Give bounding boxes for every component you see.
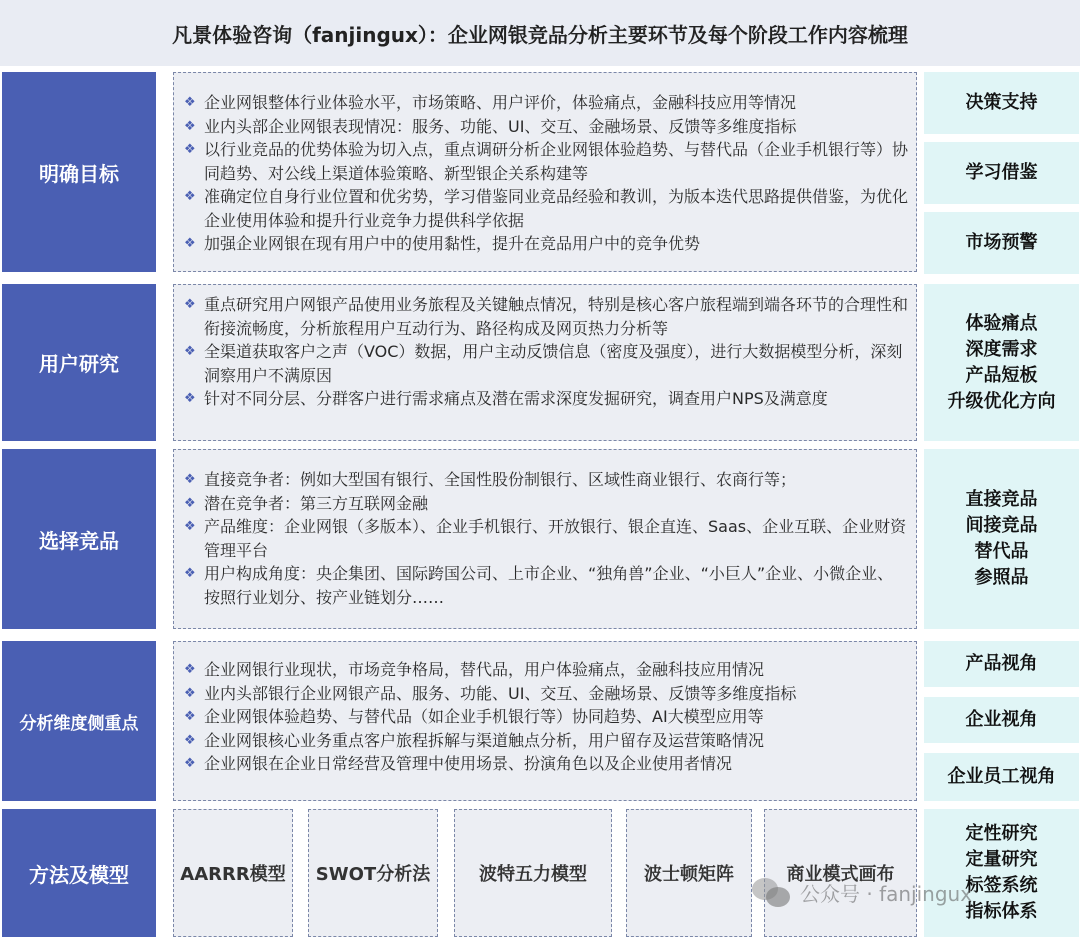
stage-content-user-research — [173, 284, 917, 441]
outcome-tag: 产品视角 — [924, 641, 1079, 687]
bullet-item: ❖ 企业网银行业现状，市场竞争格局，替代品，用户体验痛点，金融科技应用情况 — [182, 658, 908, 682]
bullet-item: ❖ 针对不同分层、分群客户进行需求痛点及潜在需求深度发掘研究，调查用户NPS及满意度 — [182, 387, 908, 411]
diamond-icon: ❖ — [184, 189, 196, 204]
diamond-icon: ❖ — [184, 732, 196, 748]
page-title: 凡景体验咨询（fanjingux）：企业网银竞品分析主要环节及每个阶段工作内容梳理 — [0, 0, 1080, 66]
bullet-item: ❖ 用户构成角度：央企集团、国际跨国公司、上市企业、“独角兽”企业、“小巨人”企业、小微企业、按照行业划分、按产业链划分…… — [182, 562, 908, 609]
diamond-icon: ❖ — [184, 472, 196, 487]
stage-methods-models: 方法及模型 — [2, 809, 156, 937]
diamond-icon: ❖ — [184, 95, 196, 110]
diamond-icon: ❖ — [184, 756, 196, 771]
outcome-tag: 直接竞品 间接竞品 替代品 参照品 — [924, 449, 1079, 629]
bullet-item: ❖ 企业网银整体行业体验水平，市场策略、用户评价，体验痛点，金融科技应用等情况 — [182, 91, 908, 115]
stage-content-competitors — [173, 449, 917, 629]
diamond-icon: ❖ — [184, 142, 196, 157]
bullet-item: ❖ 以行业竞品的优势体验为切入点，重点调研分析企业网银体验趋势、与替代品（企业手机银行等）协同趋势、对公线上渠道体验策略、新型银企关系构建等 — [182, 138, 908, 185]
bullet-item: ❖ 直接竞争者：例如大型国有银行、全国性股份制银行、区域性商业银行、农商行等； — [182, 468, 908, 492]
bullet-item: ❖ 业内头部银行企业网银产品、服务、功能、UI、交互、金融场景、反馈等多维度指标 — [182, 682, 908, 706]
diamond-icon: ❖ — [184, 391, 196, 406]
method-bcg: 波士顿矩阵 — [626, 809, 752, 937]
outcome-tag: 定性研究 定量研究 标签系统 指标体系 — [924, 809, 1079, 937]
diamond-icon: ❖ — [184, 685, 196, 701]
wechat-icon — [752, 874, 792, 910]
bullet-item: ❖ 加强企业网银在现有用户中的使用黏性，提升在竞品用户中的竞争优势 — [182, 232, 908, 256]
stage-outcomes-goal — [924, 72, 1079, 272]
outcome-tag: 企业员工视角 — [924, 753, 1079, 801]
diamond-icon: ❖ — [184, 662, 196, 677]
method-swot: SWOT分析法 — [308, 809, 438, 937]
watermark-text: 公众号 · fanjingux — [800, 881, 973, 906]
diamond-icon: ❖ — [184, 495, 196, 511]
diamond-icon: ❖ — [184, 236, 196, 251]
outcome-tag: 市场预警 — [924, 212, 1079, 274]
method-canvas: 商业模式画布 — [764, 809, 917, 937]
method-aarrr: AARRR模型 — [173, 809, 293, 937]
stage-content-analysis — [173, 641, 917, 801]
stage-outcomes-analysis — [924, 641, 1079, 801]
stage-user-research: 用户研究 — [2, 284, 156, 441]
bullet-item: ❖ 企业网银核心业务重点客户旅程拆解与渠道触点分析，用户留存及运营策略情况 — [182, 729, 908, 753]
stage-content-goal — [173, 72, 917, 272]
stage-select-competitors: 选择竞品 — [2, 449, 156, 629]
stage-clear-goal: 明确目标 — [2, 72, 156, 272]
outcome-tag: 决策支持 — [924, 72, 1079, 134]
bullet-item: ❖ 全渠道获取客户之声（VOC）数据，用户主动反馈信息（密度及强度），进行大数据模型分析，深刻洞察用户不满原因 — [182, 340, 908, 387]
stage-outcomes-competitors — [924, 449, 1079, 629]
bullet-item: ❖ 业内头部企业网银表现情况：服务、功能、UI、交互、金融场景、反馈等多维度指标 — [182, 115, 908, 139]
bullet-item: ❖ 潜在竞争者：第三方互联网金融 — [182, 492, 908, 516]
bullet-item: ❖ 企业网银在企业日常经营及管理中使用场景、扮演角色以及企业使用者情况 — [182, 752, 908, 776]
diamond-icon: ❖ — [184, 118, 196, 134]
outcome-tag: 体验痛点 深度需求 产品短板 升级优化方向 — [924, 284, 1079, 441]
stage-outcomes-user-research — [924, 284, 1079, 441]
method-porter: 波特五力模型 — [454, 809, 612, 937]
watermark — [752, 872, 972, 912]
bullet-item: ❖ 产品维度：企业网银（多版本）、企业手机银行、开放银行、银企直连、Saas、企业互联、企业财资管理平台 — [182, 515, 908, 562]
diamond-icon: ❖ — [184, 566, 196, 581]
bullet-item: ❖ 企业网银体验趋势、与替代品（如企业手机银行等）协同趋势、AI大模型应用等 — [182, 705, 908, 729]
diamond-icon: ❖ — [184, 297, 196, 312]
stage-analysis-focus: 分析维度侧重点 — [2, 641, 156, 801]
diamond-icon: ❖ — [184, 519, 196, 534]
bullet-item: ❖ 重点研究用户网银产品使用业务旅程及关键触点情况，特别是核心客户旅程端到端各环节的合理性和衔接流畅度，分析旅程用户互动行为、路径构成及网页热力分析等 — [182, 293, 908, 340]
outcome-tag: 企业视角 — [924, 697, 1079, 743]
outcome-tag: 学习借鉴 — [924, 142, 1079, 204]
diamond-icon: ❖ — [184, 344, 196, 359]
bullet-item: ❖ 准确定位自身行业位置和优劣势，学习借鉴同业竞品经验和教训，为版本迭代思路提供借鉴，为优化企业使用体验和提升行业竞争力提供科学依据 — [182, 185, 908, 232]
diamond-icon: ❖ — [184, 709, 196, 724]
